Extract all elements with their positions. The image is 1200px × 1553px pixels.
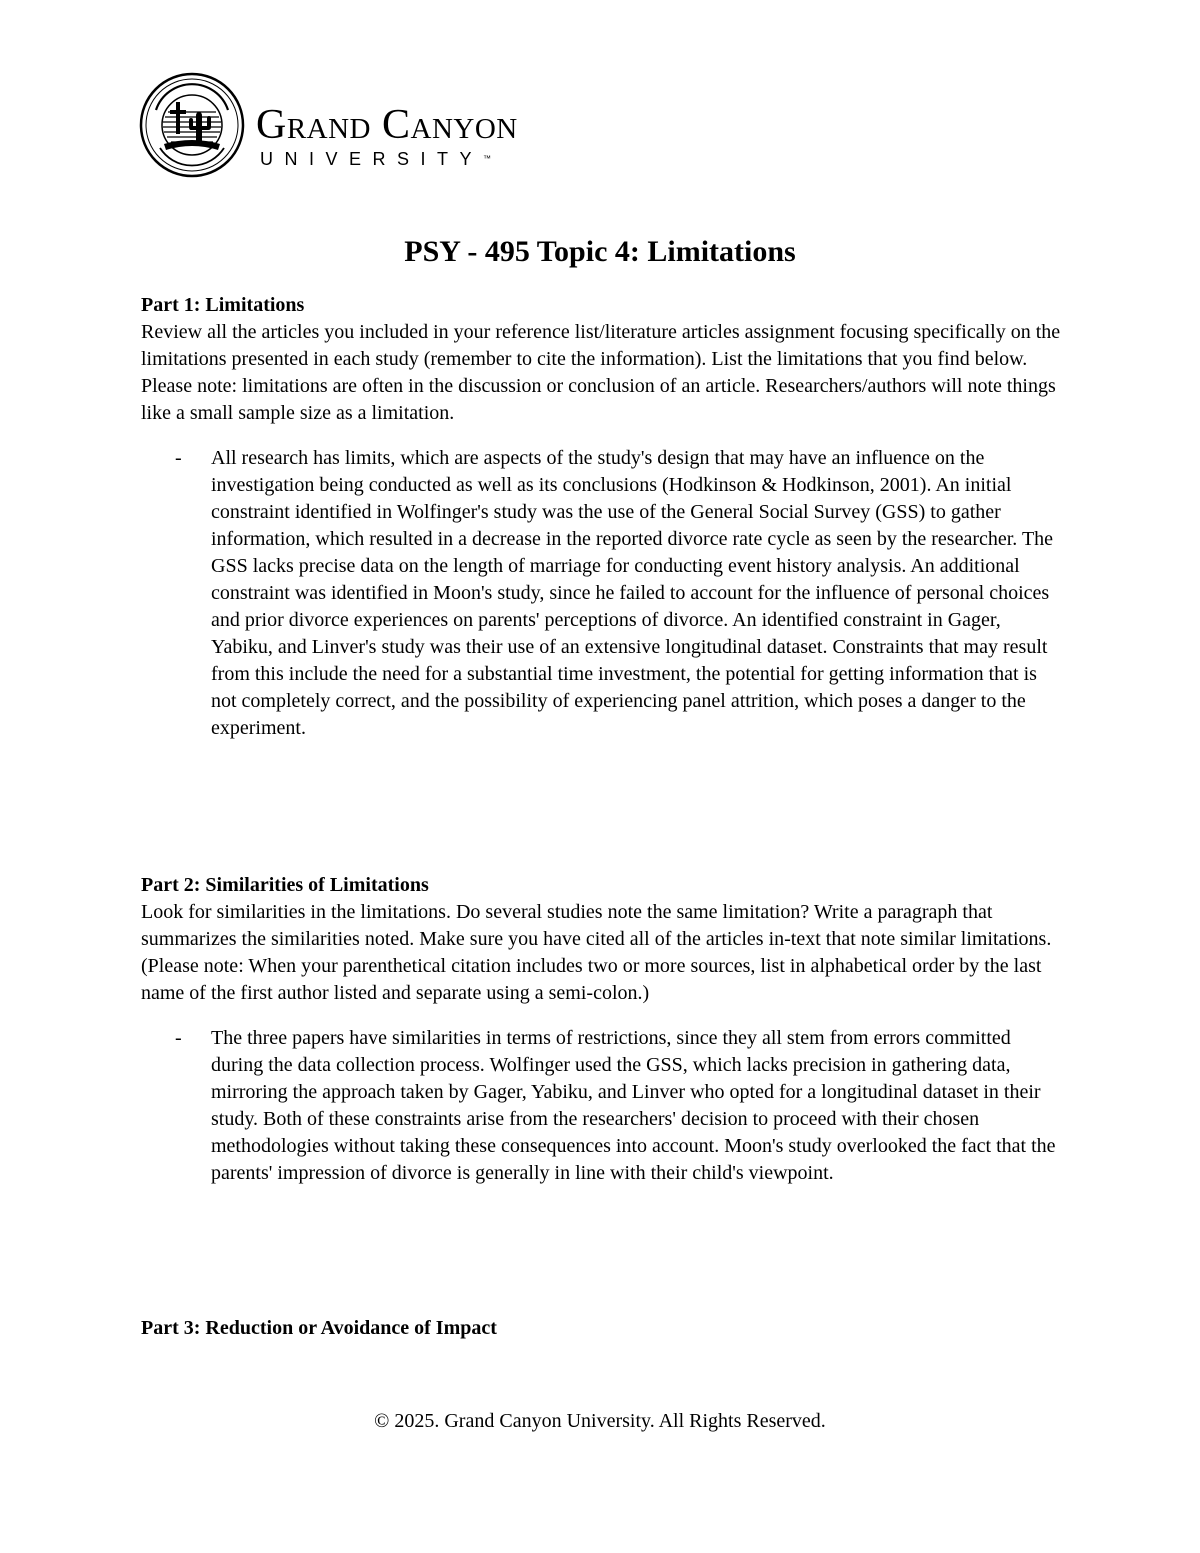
trademark-symbol: ™ xyxy=(483,154,492,163)
wordmark-sub-label: UNIVERSITY xyxy=(260,149,484,169)
university-wordmark xyxy=(256,102,626,170)
bullet-dash: - xyxy=(175,447,182,469)
document-title: PSY - 495 Topic 4: Limitations xyxy=(404,235,796,268)
bullet-dash: - xyxy=(175,1027,182,1049)
part-2-answer xyxy=(141,1025,1061,1187)
part-2-section xyxy=(141,872,1061,1187)
part-1-heading: Part 1: Limitations xyxy=(141,294,305,316)
university-logo xyxy=(138,72,618,178)
wordmark-sub-text xyxy=(260,148,626,170)
part-3-heading: Part 3: Reduction or Avoidance of Impact xyxy=(141,1317,497,1339)
university-seal-icon xyxy=(138,72,246,178)
part-3-section xyxy=(141,1315,1061,1342)
copyright-footer: © 2025. Grand Canyon University. All Rights Reserved. xyxy=(374,1410,826,1432)
part-1-answer-text: All research has limits, which are aspects of the study's design that may have an influence on the investigation being conducted as well as its conclusions (Hodkinson & Hodkinson, 2001). An initial constraint identified in Wolfinger's study was the use of the General Social Survey (GSS) to gather information, which resulted in a decrease in the reported divorce rate cycle as seen by the researcher. The GSS lacks precise data on the length of marriage for conducting event history analysis. An additional constraint was identified in Moon's study, since he failed to account for the influence of personal choices and prior divorce experiences on parents' perceptions of divorce. An identified constraint in Gager, Yabiku, and Linver's study was their use of an extensive longitudinal dataset. Constraints that may result from this include the need for a substantial time investment, the potential for getting information that is not completely correct, and the possibility of experiencing panel attrition, which poses a danger to the experiment. xyxy=(211,447,1054,739)
part-1-section xyxy=(141,292,1061,742)
part-2-answer-text: The three papers have similarities in terms of restrictions, since they all stem from errors committed during the data collection process. Wolfinger used the GSS, which lacks precision in gathering data, mirroring the approach taken by Gager, Yabiku, and Linver who opted for a longitudinal dataset in their study. Both of these constraints arise from the researchers' decision to proceed with their chosen methodologies without taking these consequences into account. Moon's study overlooked the fact that the parents' impression of divorce is generally in line with their child's viewpoint. xyxy=(211,1027,1056,1184)
part-2-prompt: Look for similarities in the limitations. Do several studies note the same limitation? Write a paragraph that summarizes the similarities noted. Make sure you have cited all of the articles in-text that note similar limitations. (Please note: When your parenthetical citation includes two or more sources, list in alphabetical order by the last name of the first author listed and separate using a semi-colon.) xyxy=(141,901,1052,1004)
part-2-heading: Part 2: Similarities of Limitations xyxy=(141,874,429,896)
part-1-answer xyxy=(141,445,1061,742)
part-1-prompt: Review all the articles you included in your reference list/literature articles assignment focusing specifically on the limitations presented in each study (remember to cite the information). List the limitations that you find below. Please note: limitations are often in the discussion or conclusion of an article. Researchers/authors will note things like a small sample size as a limitation. xyxy=(141,321,1061,424)
wordmark-main-text: Grand Canyon xyxy=(256,102,518,148)
